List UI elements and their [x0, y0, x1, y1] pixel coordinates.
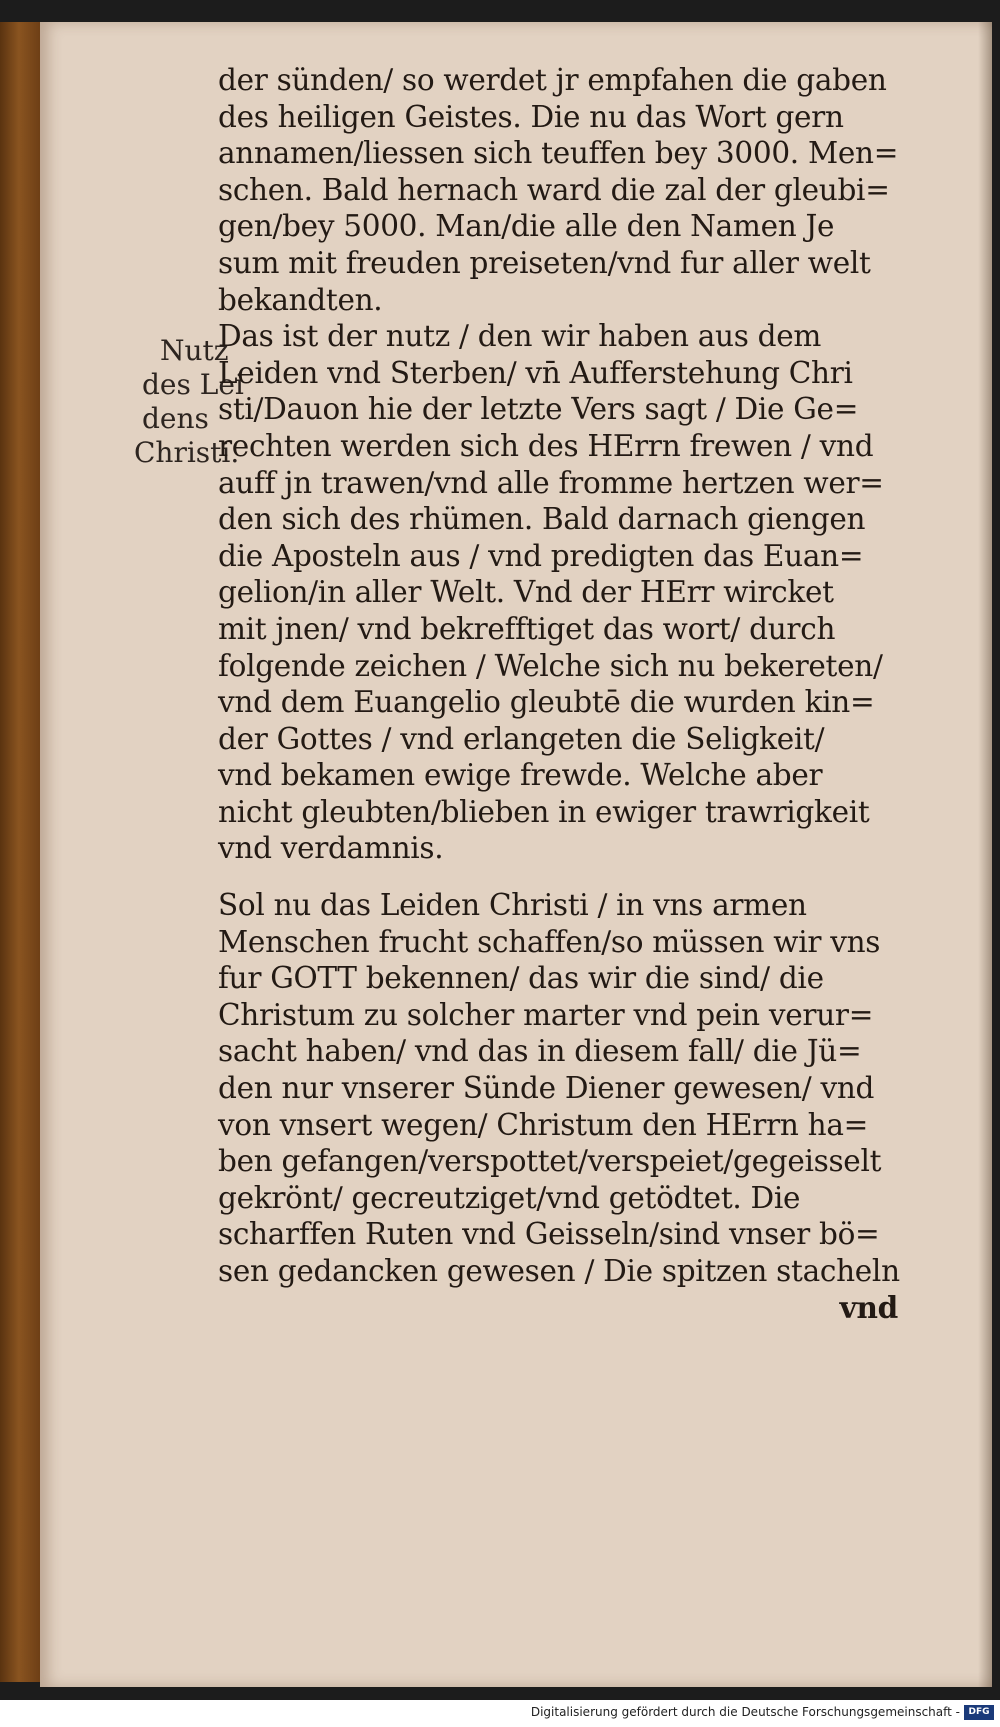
text-line: bekandten. — [218, 282, 383, 317]
text-line: gen/bey 5000. Man/die alle den Namen Je — [218, 209, 835, 244]
paragraph-gap — [218, 867, 908, 887]
catchword: vnd — [839, 1289, 898, 1325]
marginal-line: Nutz — [160, 334, 229, 367]
text-line: schen. Bald hernach ward die zal der gleubi= — [218, 172, 890, 207]
text-line: von vnsert wegen/ Christum den HErrn ha= — [218, 1107, 869, 1142]
text-line: auff jn trawen/vnd alle fromme hertzen wer= — [218, 465, 884, 500]
marginal-line: dens — [142, 402, 209, 435]
footer-bar — [0, 1700, 1000, 1727]
text-line: den nur vnserer Sünde Diener gewesen/ vnd — [218, 1071, 875, 1106]
text-line: folgende zeichen / Welche sich nu bekereten/ — [218, 648, 883, 683]
text-line: vnd dem Euangelio gleubtē die wurden kin= — [218, 685, 875, 720]
text-line: Menschen frucht schaffen/so müssen wir vns — [218, 924, 881, 959]
text-line: sen gedancken gewesen / Die spitzen stacheln — [218, 1254, 900, 1288]
marginal-line: Christi. — [134, 436, 240, 469]
text-line: sti/Dauon hie der letzte Vers sagt / Die Ge= — [218, 392, 859, 427]
text-line: gelion/in aller Welt. Vnd der HErr wircket — [218, 575, 834, 610]
page-text — [218, 62, 908, 1326]
text-line: fur GOTT bekennen/ das wir die sind/ die — [218, 961, 824, 996]
text-line: sum mit freuden preiseten/vnd fur aller welt — [218, 245, 871, 280]
text-line: des heiligen Geistes. Die nu das Wort gern — [218, 99, 844, 134]
text-line: der sünden/ so werdet jr empfahen die gaben — [218, 63, 887, 97]
text-line: rechten werden sich des HErrn frewen / vnd — [218, 428, 874, 463]
text-line: mit jnen/ vnd bekrefftiget das wort/ durch — [218, 611, 836, 646]
dfg-logo: DFG — [964, 1705, 994, 1720]
text-line: ben gefangen/verspottet/verspeiet/gegeisselt — [218, 1144, 882, 1179]
text-line: Sol nu das Leiden Christi / in vns armen — [218, 888, 807, 923]
text-line: Das ist der nutz / den wir haben aus dem — [218, 319, 822, 354]
text-line: vnd bekamen ewige frewde. Welche aber — [218, 758, 823, 793]
text-line: vnd verdamnis. — [218, 831, 444, 866]
funding-credit: Digitalisierung gefördert durch die Deutsche Forschungsgemeinschaft - — [530, 1705, 960, 1719]
text-line: der Gottes / vnd erlangeten die Seligkeit/ — [218, 721, 825, 756]
text-line: annamen/liessen sich teuffen bey 3000. Men= — [218, 136, 899, 171]
text-line: den sich des rhümen. Bald darnach giengen — [218, 502, 866, 537]
text-line: sacht haben/ vnd das in diesem fall/ die Jü= — [218, 1034, 862, 1069]
text-line: die Aposteln aus / vnd predigten das Euan= — [218, 538, 864, 573]
text-line: Leiden vnd Sterben/ vn̄ Aufferstehung Chri — [218, 355, 853, 390]
text-line: Christum zu solcher marter vnd pein verur= — [218, 997, 874, 1032]
text-line: nicht gleubten/blieben in ewiger trawrigkeit — [218, 794, 870, 829]
text-line: gekrönt/ gecreutziget/vnd getödtet. Die — [218, 1180, 801, 1215]
page-gutter-shadow — [978, 22, 992, 1687]
text-line: scharffen Ruten vnd Geisseln/sind vnser bö= — [218, 1217, 880, 1252]
marginal-line: des Lei — [142, 368, 244, 401]
book-edge — [0, 22, 42, 1682]
